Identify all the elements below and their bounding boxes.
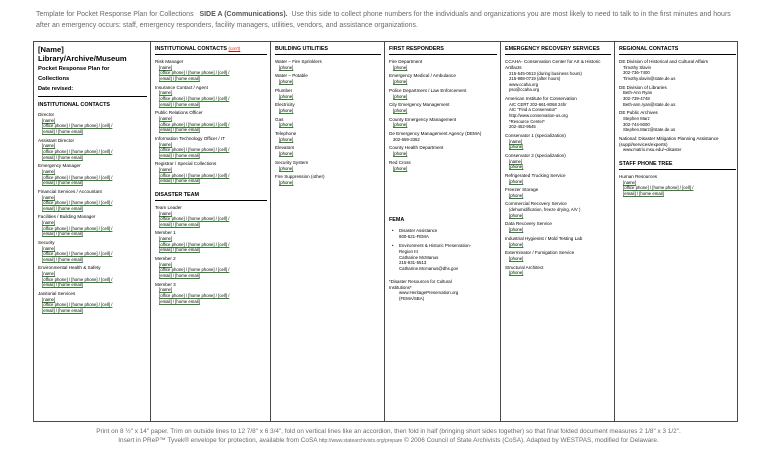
contact-detail: [office phone] / [home phone] / [cell] /: [159, 121, 230, 127]
contact-role: County Health Department: [389, 145, 444, 151]
contact-role: CCAHA- Conservation Center for Art & Historic Artifacts: [505, 59, 601, 70]
contact-detail: Timothy Slavin: [623, 64, 652, 70]
contact-entry: [389, 73, 497, 84]
contact-role: Facilities / Building Manager: [38, 214, 96, 220]
contact-role: De Emergency Management Agency (DEMA): [389, 130, 482, 136]
contact-detail: [email] / [home email]: [159, 273, 200, 279]
fema-detail: • Environment & Historic Preservation-: [389, 243, 497, 249]
contact-detail: AIC "Find a Conservator": [509, 107, 557, 113]
contact-detail: [email] / [home email]: [42, 180, 83, 186]
contact-role: Janitorial Services: [38, 291, 76, 297]
contact-detail: 202-452-9545: [509, 124, 536, 130]
contact-entry: [38, 138, 147, 161]
contact-role: Member 2: [155, 256, 176, 262]
contact-role: DE Public Archives: [619, 110, 658, 116]
contact-detail: [phone]: [509, 241, 524, 247]
contact-entry: [275, 145, 381, 156]
contact-detail: [email] / [home email]: [159, 247, 200, 253]
contact-detail: [email] / [home email]: [159, 127, 200, 133]
divider: [505, 54, 611, 55]
contact-entry: [505, 236, 611, 247]
contact-detail: *Resource Center*: [509, 118, 545, 124]
header-instructions: Use this side to collect phone numbers for the individuals and organizations you are most likely to need to talk to in the first minutes and hours after an emergency occurs: staff, emergency responders, facility managers, utilities, vendors, and assistance organizations.: [36, 11, 731, 29]
contact-detail: [email] / [home email]: [42, 205, 83, 211]
contact-detail: [phone]: [279, 122, 294, 128]
contact-entry: [389, 145, 497, 156]
contact-role: Risk Manager: [155, 59, 184, 64]
contact-detail: [phone]: [509, 144, 524, 150]
column-institutional-contacts-cont: [150, 42, 270, 421]
contact-role: Security System: [275, 159, 309, 165]
contact-role: Freezer Storage: [505, 187, 539, 193]
contact-detail: [name]: [42, 143, 56, 149]
contact-detail: [phone]: [279, 64, 294, 70]
contact-detail: Stephen Marz: [623, 115, 650, 121]
contact-role: Assistant Director: [38, 137, 74, 143]
resources-detail: (FEMA/SBA): [399, 296, 425, 302]
contact-role: Information Technology Officer / IT: [155, 135, 226, 141]
continued-tag: (con't): [228, 46, 241, 51]
contact-detail: [office phone] / [home phone] / [cell] /: [623, 185, 694, 191]
contact-detail: [phone]: [509, 192, 524, 198]
contact-detail: [office phone] / [home phone] / [cell] /: [42, 302, 113, 308]
contact-detail: [phone]: [509, 164, 524, 170]
contact-detail: [email] / [home email]: [159, 298, 200, 304]
contact-detail: [name]: [159, 167, 173, 173]
contact-role: Water – Potable: [275, 73, 308, 79]
contact-detail: [office phone] / [home phone] / [cell] /: [159, 70, 230, 76]
contact-detail: [office phone] / [home phone] / [cell] /: [159, 147, 230, 153]
contact-entry: [389, 117, 497, 128]
contact-detail: [name]: [159, 261, 173, 267]
contact-detail: Timothy.slavin@state.de.us: [623, 75, 676, 81]
contact-detail: [phone]: [393, 64, 408, 70]
contact-detail: [name]: [159, 64, 173, 70]
contact-detail: www.matrix.msu.edu/~disaster: [623, 147, 682, 153]
contact-entry: [155, 59, 267, 82]
contact-detail: [name]: [509, 138, 523, 144]
contact-detail: [office phone] / [home phone] / [cell] /: [42, 200, 113, 206]
contact-detail: [email] / [home email]: [42, 256, 83, 262]
contact-detail: [phone]: [279, 107, 294, 113]
contact-detail: [office phone] / [home phone] / [cell] /: [42, 276, 113, 282]
contact-entry: [275, 73, 381, 84]
contact-entry: [505, 221, 611, 232]
contact-entry: [155, 136, 267, 159]
contact-entry: [505, 201, 611, 218]
contact-detail: [name]: [159, 141, 173, 147]
contact-detail: [name]: [159, 90, 173, 96]
page-header: [36, 9, 741, 31]
contact-detail: 215-988-0719 (after hours): [509, 76, 561, 82]
contact-role: Financial Services / Accountant: [38, 188, 102, 194]
column-first-responders: [384, 42, 500, 421]
contact-entry: [155, 85, 267, 108]
contact-role: Emergency Medical / Ambulance: [389, 73, 456, 79]
contact-entry: [275, 117, 381, 128]
contact-entry: [275, 102, 381, 113]
contact-detail: [email] / [home email]: [42, 154, 83, 160]
contact-detail: 302-736-7400: [623, 70, 650, 76]
contact-detail: [name]: [509, 158, 523, 164]
fema-detail: • Disaster Assistance: [389, 228, 497, 234]
contact-entry: [389, 59, 497, 70]
contact-role: Plumber: [275, 87, 293, 93]
contact-role: Refrigerated Trucking Service: [505, 172, 566, 178]
contact-detail: [phone]: [509, 227, 524, 233]
contact-detail: [phone]: [393, 122, 408, 128]
contact-detail: AIC CERT 202-661-8068 24hr: [509, 101, 567, 107]
contact-detail: [phone]: [279, 151, 294, 157]
column-regional-contacts: [614, 42, 739, 421]
contact-detail: [phone]: [279, 93, 294, 99]
section-heading: BUILDING UTILITIES: [275, 46, 329, 52]
contact-entry: [505, 173, 611, 184]
contact-detail: [email] / [home email]: [42, 282, 83, 288]
contact-detail: [email] / [home email]: [159, 221, 200, 227]
contact-entry: [505, 187, 611, 198]
contact-detail: [phone]: [509, 270, 524, 276]
contact-detail: [office phone] / [home phone] / [cell] /: [42, 148, 113, 154]
institution-type: Library/Archive/Museum: [38, 54, 127, 63]
contact-entry: [505, 96, 611, 130]
contact-detail: [name]: [159, 210, 173, 216]
date-revised: Date revised:: [38, 86, 74, 92]
contact-role: Fire Suppression (other): [275, 174, 325, 180]
contact-role: Conservator 2 (specialization): [505, 152, 566, 158]
contact-entry: [38, 291, 147, 314]
column-emergency-recovery: [500, 42, 614, 421]
fema-detail: Catharine McManus: [399, 254, 439, 260]
contact-detail: [name]: [42, 245, 56, 251]
contact-role: Director: [38, 112, 55, 117]
contact-role: Human Resources: [619, 173, 658, 179]
contact-role: National: Disaster Mitigation Planning Assistance (suppl/services/experts): [619, 135, 719, 147]
contact-role: Member 1: [155, 230, 176, 236]
contact-detail: [office phone] / [home phone] / [cell] /: [159, 95, 230, 101]
contact-role: Exterminator / Fumigation Service: [505, 250, 575, 256]
contact-role: Police Department / Law Enforcement: [389, 87, 467, 93]
contact-detail: [name]: [159, 115, 173, 121]
contact-entry: [38, 265, 147, 288]
contact-entry: [389, 88, 497, 99]
print-instructions: Print on 8 ½" x 14" paper. Trim on outside lines to 12 7/8" x 6 3/4", fold on vertical lines like an accordion, then fold in half (bringing short sides together) so that final folded document measures 2 1/8" x 3 1/2".: [96, 428, 681, 435]
contact-detail: [email] / [home email]: [623, 190, 664, 196]
contact-role: Conservator 1 (specialization): [505, 132, 566, 138]
contact-detail: Beth-Ann Ryan: [623, 90, 653, 96]
contact-entry: [275, 160, 381, 171]
contact-role: Water – Fire Sprinklers: [275, 59, 322, 64]
contact-entry: [38, 112, 147, 135]
plan-title-line2: Collections: [38, 76, 70, 82]
contact-entry: [38, 189, 147, 212]
section-heading: INSTITUTIONAL CONTACTS: [38, 102, 110, 108]
side-label: SIDE A (Communications).: [199, 11, 288, 18]
contact-detail: http://www.conservation-us.org: [509, 112, 568, 118]
contact-entry: [389, 160, 497, 171]
contact-role: Team Leader: [155, 204, 182, 210]
contact-detail: [phone]: [509, 212, 524, 218]
copyright: © 2006 Council of State Archivists (CoSA). Adapted by WESTPAS, modified for Delaware.: [404, 437, 659, 444]
contact-detail: [name]: [42, 296, 56, 302]
contact-entry: [505, 153, 611, 170]
staff-phone-tree-heading: STAFF PHONE TREE: [619, 160, 673, 167]
fema-detail: 800-621-FEMA: [399, 233, 429, 239]
contact-entry: [155, 256, 267, 279]
contact-entry: [389, 131, 497, 142]
contact-role: Security: [38, 239, 55, 245]
contact-detail: [name]: [42, 271, 56, 277]
contact-entry: [38, 214, 147, 237]
page-footer: [36, 427, 741, 446]
section-heading: INSTITUTIONAL CONTACTS (con't): [155, 46, 241, 52]
contact-detail: [phone]: [393, 151, 408, 157]
contact-detail: [phone]: [279, 79, 294, 85]
contact-detail: [office phone] / [home phone] / [cell] /: [159, 241, 230, 247]
resources-title: *Disaster Resources for Cultural: [389, 279, 452, 285]
section-heading: REGIONAL CONTACTS: [619, 46, 679, 52]
contact-detail: [office phone] / [home phone] / [cell] /: [159, 267, 230, 273]
contact-role: Elevators: [275, 145, 295, 151]
contact-role: American Institute for Conservation: [505, 95, 577, 101]
plan-title-line1: Pocket Response Plan for: [38, 66, 110, 72]
contact-detail: [name]: [623, 179, 637, 185]
contact-entry: [619, 110, 736, 133]
contact-role: Registrar / Special Collections: [155, 161, 217, 167]
contact-role: Public Relations Officer: [155, 110, 203, 116]
contact-detail: 215-545-0613 (during business hours): [509, 70, 582, 76]
contact-detail: [phone]: [509, 256, 524, 262]
contact-detail: [phone]: [509, 178, 524, 184]
contact-detail: [phone]: [279, 165, 294, 171]
contact-role: Data Recovery Service: [505, 221, 552, 227]
contact-entry: [275, 174, 381, 185]
contact-entry: [155, 230, 267, 253]
contact-role: DE Division of Libraries: [619, 84, 667, 90]
section-heading: FIRST RESPONDERS: [389, 46, 444, 52]
contact-detail: [office phone] / [home phone] / [cell] /: [42, 174, 113, 180]
contact-detail: 302-744-5000: [623, 121, 650, 127]
contact-detail: 302-659-3362: [393, 136, 420, 142]
contact-detail: [email] / [home email]: [159, 178, 200, 184]
column-institutional-contacts: [34, 42, 150, 421]
contact-entry: [155, 282, 267, 305]
institution-name: [Name]: [38, 45, 64, 54]
contact-detail: [phone]: [279, 136, 294, 142]
contact-role: Telephone: [275, 130, 297, 136]
contact-entry: [619, 85, 736, 108]
fema-detail: Catharine.Mcmanus@dhs.gov: [399, 265, 459, 271]
contact-detail: www.ccaha.org: [509, 81, 539, 87]
divider: [38, 96, 147, 97]
contact-detail: [phone]: [393, 79, 408, 85]
contact-detail: Stephen.Marz@state.de.us: [623, 127, 676, 133]
divider: [389, 54, 497, 55]
contact-entry: [38, 240, 147, 263]
contact-detail: [phone]: [279, 179, 294, 185]
cosa-link[interactable]: http://www.statearchivists.org/prepare: [318, 438, 403, 444]
contact-entry: [619, 174, 736, 197]
contact-entry: [155, 161, 267, 184]
contact-detail: [name]: [42, 194, 56, 200]
contact-entry: [505, 59, 611, 93]
contact-entry: [619, 59, 736, 82]
contact-detail: [email] / [home email]: [42, 308, 83, 314]
contact-detail: [email] / [home email]: [42, 128, 83, 134]
contact-role: County Emergency Management: [389, 116, 457, 122]
contact-detail: [office phone] / [home phone] / [cell] /: [42, 251, 113, 257]
contact-detail: [name]: [159, 287, 173, 293]
fema-heading: FEMA: [389, 217, 405, 224]
contact-entry: [389, 102, 497, 113]
contact-role: Insurance Contact / Agent: [155, 84, 208, 90]
contact-detail: [email] / [home email]: [159, 152, 200, 158]
contact-detail: [phone]: [393, 165, 408, 171]
contact-role: City Emergency Management: [389, 102, 450, 108]
column-building-utilities: [270, 42, 384, 421]
resources-title: Institutions*: [389, 284, 412, 290]
contact-role: Member 3: [155, 281, 176, 287]
contact-detail: [email] / [home email]: [159, 75, 200, 81]
contact-detail: [name]: [42, 168, 56, 174]
resources-detail: www.HeritagePreservation.org: [399, 290, 459, 296]
contact-detail: pso@ccaha.org: [509, 87, 540, 93]
pocket-plan-sheet: [33, 41, 738, 422]
contact-entry: [275, 59, 381, 70]
contact-entry: [38, 163, 147, 186]
contact-detail: [email] / [home email]: [42, 231, 83, 237]
section-heading: EMERGENCY RECOVERY SERVICES: [505, 46, 600, 52]
contact-role: Industrial Hygienist / Mold Testing Lab: [505, 235, 583, 241]
contact-detail: [office phone] / [home phone] / [cell] /: [159, 172, 230, 178]
contact-role: Fire Department: [389, 59, 423, 64]
disaster-team-heading: DISASTER TEAM: [155, 191, 200, 198]
fema-detail: Region III: [399, 248, 418, 254]
divider: [619, 54, 736, 55]
contact-detail: [name]: [42, 117, 56, 123]
contact-detail: [phone]: [393, 107, 408, 113]
contact-entry: [505, 133, 611, 150]
divider: [275, 54, 381, 55]
contact-detail: [office phone] / [home phone] / [cell] /: [42, 225, 113, 231]
contact-entry: [619, 136, 736, 153]
contact-role: Commercial Recovery Service: [505, 201, 567, 207]
divider: [155, 54, 267, 55]
contact-entry: [155, 205, 267, 228]
contact-entry: [275, 88, 381, 99]
contact-role: Electricity: [275, 102, 295, 108]
divider: [155, 200, 267, 201]
contact-detail: [office phone] / [home phone] / [cell] /: [159, 293, 230, 299]
contact-detail: [phone]: [393, 93, 408, 99]
contact-role: Red Cross: [389, 159, 411, 165]
contact-entry: [505, 265, 611, 276]
divider: [619, 169, 736, 170]
contact-entry: [155, 110, 267, 133]
contact-role: Emergency Manager: [38, 163, 81, 169]
contact-detail: 302-739-4748: [623, 95, 650, 101]
contact-detail: [name]: [159, 236, 173, 242]
template-title: Template for Pocket Response Plan for Collections: [36, 11, 194, 18]
contact-detail: [email] / [home email]: [159, 101, 200, 107]
contact-detail: (dehumidification, freeze drying, A/V ): [509, 207, 581, 213]
contact-detail: [name]: [42, 220, 56, 226]
contact-role: DE Division of Historical and Cultural Affairs: [619, 59, 709, 64]
contact-entry: [505, 250, 611, 261]
contact-detail: Beth-ann.ryan@state.de.us: [623, 101, 676, 107]
contact-role: Gas: [275, 116, 284, 122]
fema-detail: 215-931-5513: [399, 260, 427, 266]
contact-role: Environmental Health & Safety: [38, 265, 101, 271]
contact-detail: [office phone] / [home phone] / [cell] /: [42, 123, 113, 129]
envelope-note: Insert in PReP™ Tyvek® envelope for protection, available from CoSA: [118, 437, 318, 444]
contact-detail: [office phone] / [home phone] / [cell] /: [159, 216, 230, 222]
contact-entry: [275, 131, 381, 142]
contact-role: Structural Architect: [505, 264, 544, 270]
